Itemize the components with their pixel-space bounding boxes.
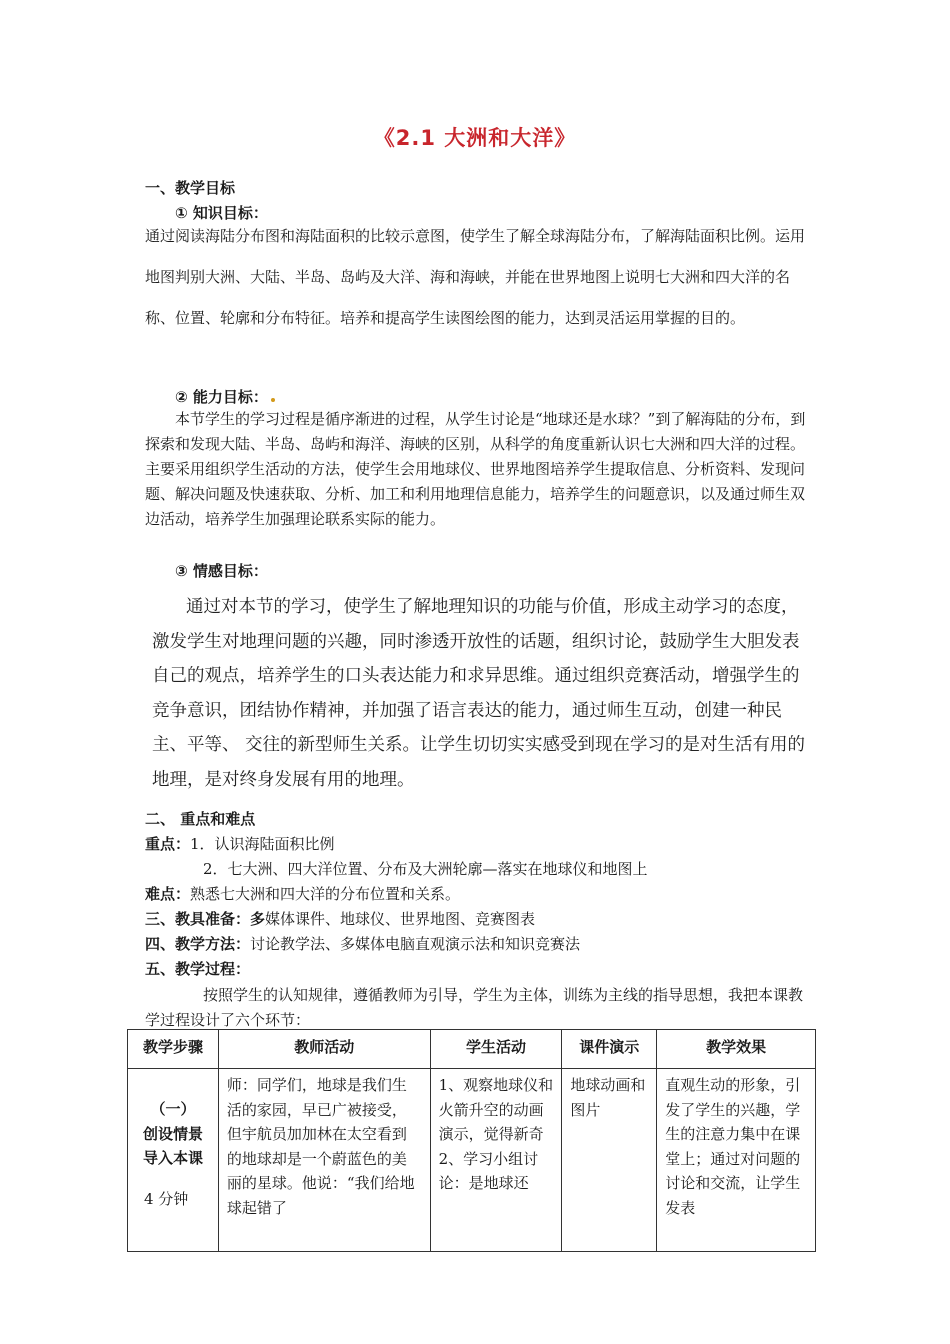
difficult-point-label: 难点： bbox=[145, 885, 191, 903]
mark-dot-icon bbox=[271, 398, 275, 402]
step-title-line2: 导入本课 bbox=[142, 1149, 203, 1167]
section-4 bbox=[145, 933, 813, 954]
step-content bbox=[136, 1073, 210, 1247]
cell-teacher bbox=[218, 1069, 430, 1252]
knowledge-goal-text: 通过阅读海陆分布图和海陆面积的比较示意图，使学生了解全球海陆分布，了解海陆面积比例。运用地图判别大洲、大陆、半岛、岛屿及大洋、海和海峡，并能在世界地图上说明七大洲和四大洋的名称、位置、轮廓和分布特征。培养和提高学生读图绘图的能力，达到灵活运用掌握的目的。 bbox=[145, 227, 806, 327]
step-number: （一） bbox=[150, 1100, 196, 1118]
section-3-bold-item: 多 bbox=[250, 910, 266, 928]
step-time: 4 分钟 bbox=[144, 1189, 189, 1208]
header-effect: 教学效果 bbox=[657, 1030, 816, 1069]
cell-step bbox=[128, 1069, 219, 1252]
document-title: 《2.1 大洲和大洋》 bbox=[373, 126, 577, 150]
header-student: 学生活动 bbox=[430, 1030, 562, 1069]
teaching-process-table bbox=[127, 1029, 816, 1252]
section-3-text: 媒体课件、地球仪、世界地图、竞赛图表 bbox=[265, 910, 536, 928]
ability-goal-label bbox=[145, 386, 843, 407]
teacher-activity: 师：同学们，地球是我们生活的家园，早已广被接受，但宇航员加加林在太空看到的地球却是一个蔚蓝色的美丽的星球。他说：“我们给地球起错了 bbox=[226, 1076, 415, 1217]
cell-student bbox=[430, 1069, 562, 1252]
emotion-goal-label: ③ 情感目标： bbox=[175, 562, 268, 580]
section-3 bbox=[145, 908, 813, 929]
step-title-line1: 创设情景 bbox=[142, 1124, 203, 1143]
table-row bbox=[128, 1069, 816, 1252]
header-courseware: 课件演示 bbox=[562, 1030, 657, 1069]
key-point-1 bbox=[145, 833, 813, 854]
section-1-heading: 一、教学目标 bbox=[145, 179, 236, 197]
difficult-point-text: 熟悉七大洲和四大洋的分布位置和关系。 bbox=[190, 885, 461, 903]
knowledge-goal-label: ① 知识目标： bbox=[175, 204, 268, 222]
emotion-goal-text: 通过对本节的学习，使学生了解地理知识的功能与价值，形成主动学习的态度，激发学生对地理问题的兴趣，同时渗透开放性的话题，组织讨论，鼓励学生大胆发表自己的观点，培养学生的口头表达能力和求异思维。通过组织竞赛活动，增强学生的竞争意识，团结协作精神，并加强了语言表达的能力，通过师生互动，创建一种民主、平等、 交往的新型师生关系。让学生切切实实感受到现在学习的是对生活有用的地理，是对终身发展有用的地理。 bbox=[152, 597, 806, 790]
ability-goal-text: 本节学生的学习过程是循序渐进的过程，从学生讨论是“地球还是水球？”到了解海陆的分布，到探索和发现大陆、半岛、岛屿和海洋、海峡的区别，从科学的角度重新认识七大洲和四大洋的过程。主要采用组织学生活动的方法，使学生会用地球仪、世界地图培养学生提取信息、分析资料、发现问题、解决问题及快速获取、分析、加工和利用地理信息能力，培养学生的问题意识，以及通过师生双边活动，培养学生加强理论联系实际的能力。 bbox=[145, 410, 806, 528]
cell-courseware bbox=[562, 1069, 657, 1252]
section-3-label: 三、教具准备： bbox=[145, 910, 251, 928]
section-4-text: 讨论教学法、多媒体电脑直观演示法和知识竞赛法 bbox=[250, 935, 581, 953]
teaching-effect: 直观生动的形象，引发了学生的兴趣，学生的注意力集中在课堂上；通过对问题的讨论和交流，让学生发表 bbox=[665, 1076, 801, 1217]
courseware-demo: 地球动画和图片 bbox=[570, 1076, 646, 1119]
student-activity: 1、观察地球仪和火箭升空的动画演示，觉得新奇 2、学习小组讨论：是地球还 bbox=[438, 1076, 554, 1192]
cell-effect bbox=[657, 1069, 816, 1252]
header-step: 教学步骤 bbox=[128, 1030, 219, 1069]
section-4-label: 四、教学方法： bbox=[145, 935, 251, 953]
section-5-intro: 按照学生的认知规律，遵循教师为引导，学生为主体，训练为主线的指导思想，我把本课教学过程设计了六个环节： bbox=[145, 986, 804, 1029]
section-5-heading: 五、教学过程： bbox=[145, 960, 251, 978]
table-header-row bbox=[128, 1030, 816, 1069]
key-point-label: 重点： bbox=[145, 835, 191, 853]
section-2-heading: 二、 重点和难点 bbox=[145, 810, 256, 828]
difficult-point bbox=[145, 883, 813, 904]
key-point-2: 2．七大洲、四大洋位置、分布及大洲轮廓—落实在地球仪和地图上 bbox=[203, 860, 648, 878]
header-teacher: 教师活动 bbox=[218, 1030, 430, 1069]
ability-goal-label-text: ② 能力目标： bbox=[175, 388, 268, 406]
key-point-1-text: 1．认识海陆面积比例 bbox=[190, 835, 335, 853]
